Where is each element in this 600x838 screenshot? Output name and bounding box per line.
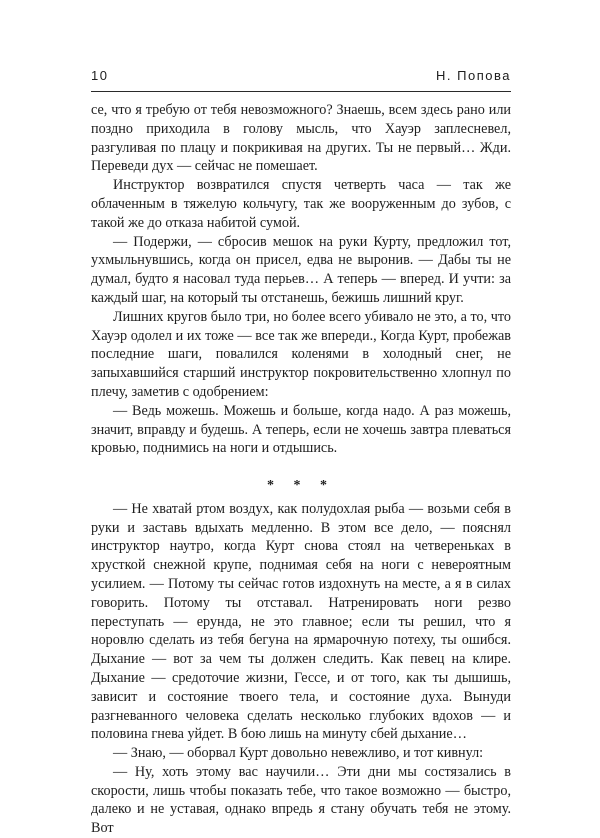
running-head-author: Н. Попова bbox=[436, 68, 511, 83]
paragraph: — Ну, хоть этому вас научили… Эти дни мы состязались в скорости, лишь чтобы показать тебе, что такое возможно — быстро, далеко и не уставая, однако впредь я стану обучать тебя не этому. Вот bbox=[91, 763, 511, 837]
paragraph: — Знаю, — оборвал Курт довольно невежливо, и тот кивнул: bbox=[113, 745, 484, 762]
page-number: 10 bbox=[91, 68, 109, 83]
paragraph: — Ведь можешь. Можешь и больше, когда надо. А раз можешь, значит, вправду и будешь. А теперь, если не хочешь завтра плеваться кровью, поднимись на ноги и отдышись. bbox=[91, 402, 511, 457]
paragraph: — Подержи, — сбросив мешок на руки Курту, предложил тот, ухмыльнувшись, когда он присел, едва не выронив. — Дабы ты не думал, будто я насовал туда перьев… А теперь — вперед. И учти: за каждый шаг, на который ты отстанешь, бежишь лишний круг. bbox=[91, 233, 511, 306]
paragraph: се, что я требую от тебя невозможного? Знаешь, всем здесь рано или поздно приходила в голову мысль, что Хауэр заплесневел, разгуливая по плацу и покрикивая на других. Ты не первый… Жди. Переведи дух — сейчас не помешает. bbox=[91, 102, 511, 175]
paragraph: Инструктор возвратился спустя четверть часа — так же облаченным в тяжелую кольчугу, так же вооруженным до зубов, с такой же до отказа набитой сумой. bbox=[91, 177, 511, 231]
page-header bbox=[91, 68, 511, 86]
paragraph: Лишних кругов было три, но более всего убивало не это, а то, что Хауэр одолел и их тоже — все так же впереди., Когда Курт, пробежав последние шаги, повалился коленями в холодный снег, не запыхавшийся старший инструктор покровительственно хлопнул по плечу, заметив с одобрением: bbox=[91, 308, 511, 400]
section-break: * * * bbox=[267, 477, 335, 493]
body-text bbox=[91, 101, 511, 838]
header-rule bbox=[91, 91, 511, 92]
paragraph: — Не хватай ртом воздух, как полудохлая рыба — возьми себя в руки и заставь вдыхать медленно. В этом все дело, — пояснял инструктор наутро, когда Курт снова стоял на четвереньках в хрусткой снежной крупе, поднимая себя на ноги с невероятным усилием. — Потому ты сейчас готов издохнуть на месте, а я в силах говорить. Потому ты отставал. Натренировать ноги резво переступать — ерунда, не это главное; если ты решил, что я норовлю сделать из тебя бегуна на ярмарочную потеху, ты ошибся. Дыхание — вот за чем ты должен следить. Как певец на клире. Дыхание — средоточие жизни, Гессе, и от того, как ты дышишь, зависит и состояние твоего тела, и состояние духа. Вынуди разгневанного человека сделать несколько глубоких вдохов — и половина гнева уйдет. В бою лишь на минуту сбей дыхание… bbox=[91, 500, 511, 743]
